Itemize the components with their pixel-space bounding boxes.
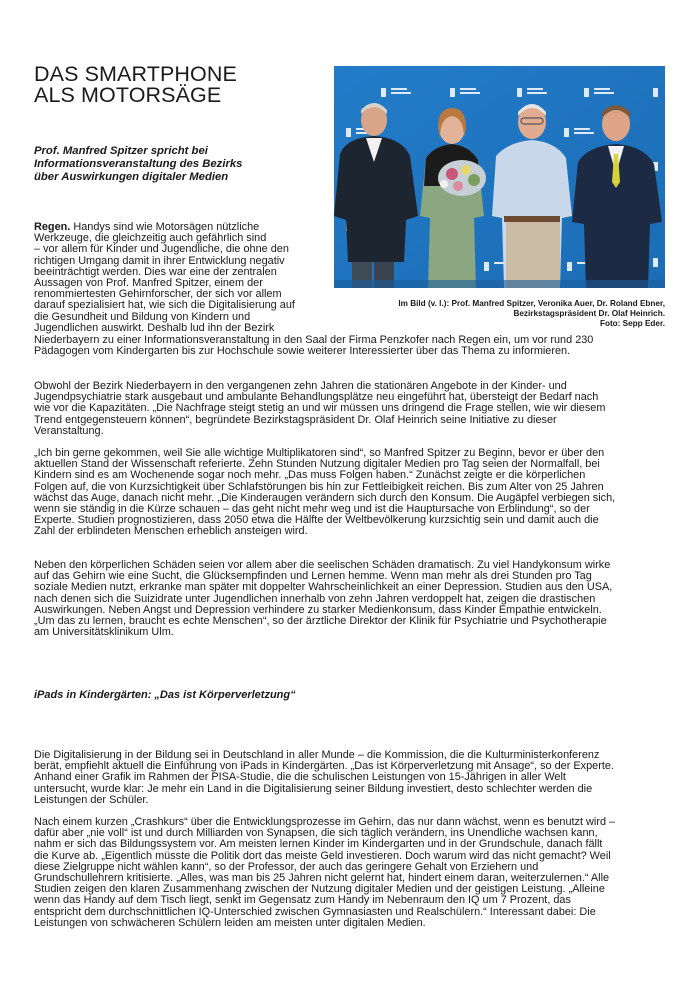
body-line: Leistungen von schwächeren Schülern leiden am meisten unter digitalen Medien. <box>34 916 426 929</box>
section-subheading: iPads in Kindergärten: „Das ist Körperverletzung“ <box>34 689 296 701</box>
intro-line: Aussagen von Prof. Manfred Spitzer, einem der <box>34 276 263 289</box>
body-line: am Universitätsklinikum Ulm. <box>34 626 174 639</box>
body-line: Kindern sind es am Wochenende sogar noch mehr. „Das muss Folgen haben.“ Zunächst zeigte er die körperlichen <box>34 469 586 482</box>
body-line: nach denen sich die Suizidrate unter Jugendlichen innerhalb von zehn Jahren verdoppelt hat, zeigen die drastischen <box>34 592 596 605</box>
body-line: Grundschullehrern kritisierte. „Alles, was man bis 25 Jahren nicht gelernt hat, hindert einem daran, weiterzulernen.“ Alle <box>34 871 610 884</box>
paragraph-5 <box>34 749 666 805</box>
subtitle-line: über Auswirkungen digitaler Medien <box>34 171 229 183</box>
body-line: Neben den körperlichen Schäden seien vor allem aber die seelischen Schäden dramatisch. Zu viel Handykonsum wirke <box>34 559 611 571</box>
intro-line: Werkzeuge, die gleichzeitig auch gefährlich sind <box>34 232 267 245</box>
body-line: auf das Gehirn wie eine Sucht, die Glücksempfinden und Lernen hemme. Wenn man mehr als drei Stunden pro Tag <box>34 570 592 583</box>
article-title <box>34 64 324 106</box>
intro-line: beeinträchtigt werden. Dies war eine der zentralen <box>34 265 277 278</box>
paragraph-2 <box>34 380 666 436</box>
body-line: entspricht dem durchschnittlichen IQ-Unterschied zwischen Gymnasiasten und Realschülern.“ Interessant dabei: Die <box>34 905 596 918</box>
subtitle-line: Informationsveranstaltung des Bezirks <box>34 158 243 170</box>
body-line: Folgen auf, die von Kurzsichtigkeit über Schlafstörungen bis hin zur Fettleibigkeit reichen. Bis zum Alter von 25 Jahren <box>34 480 604 493</box>
body-line: Leistungen der Schüler. <box>34 793 149 806</box>
body-line: Obwohl der Bezirk Niederbayern in den vergangenen zehn Jahren die stationären Angebote in der Kinder- und <box>34 380 567 392</box>
title-line: DAS SMARTPHONE <box>34 62 237 86</box>
paragraph-4 <box>34 559 666 637</box>
body-line: Experte. Studien prognostizieren, dass 2050 etwa die Hälfte der Weltbevölkerung kurzsichtig sein und damit auch die <box>34 514 599 527</box>
paragraph-6 <box>34 816 666 928</box>
body-line: Pädagogen vom Kindergarten bis zur Hochschule sowie weiterer Interessierter über das Thema zu informieren. <box>34 345 571 358</box>
body-line: Niederbayern zu einer Informationsveranstaltung in den Saal der Firma Penzkofer nach Regen ein, um vor rund 230 <box>34 334 594 346</box>
caption-line: Bezirkstagspräsident Dr. Olaf Heinrich. <box>513 309 665 318</box>
paragraph-1 <box>34 334 666 356</box>
body-line: Nach einem kurzen „Crashkurs“ über die Entwicklungsprozesse im Gehirn, das nur dann wächst, wenn es benutzt wird – <box>34 816 616 828</box>
caption-line: Foto: Sepp Eder. <box>599 319 665 328</box>
body-line: Zahl der erblindeten Menschen erheblich ansteigen wird. <box>34 525 308 538</box>
body-line: „Ich bin gerne gekommen, weil Sie alle wichtige Multiplikatoren sind“, so Manfred Spitzer zu Beginn, bevor er über den <box>34 447 605 459</box>
intro-line: renommiertesten Gehirnforscher, der sich vor allem <box>34 288 282 301</box>
intro-line: Jugendlichen auswirkt. Deshalb lud ihn der Bezirk <box>34 321 275 334</box>
body-line: wenn sie ständig in die Kürze schauen – das geht nicht mehr weg und ist die Hauptursache von Erblindung“, so der <box>34 502 590 515</box>
body-line: wächst das Auge, danach nicht mehr. „Die Kinderaugen verändern sich durch den Konsum. Die Augäpfel verbiegen sich, <box>34 491 616 504</box>
body-line: wenn das Handy auf dem Tisch liegt, senkt im Gegensatz zum Handy im Nebenraum den IQ um 7 Prozent, das <box>34 894 571 907</box>
body-line: soziale Medien nutzt, erkranke man später mit doppelter Wahrscheinlichkeit an einer Depression. Studien aus den USA, <box>34 581 613 594</box>
dateline: Regen. <box>34 221 71 233</box>
intro-line: Handys sind wie Motorsägen nützliche <box>70 221 260 233</box>
body-line: nahm er sich das Bildungssystem vor. Am meisten lernen Kinder im Kindergarten und in der Grundschule, danach fällt <box>34 838 603 851</box>
body-line: „Um das zu lernen, braucht es echte Menschen“, so der ärztliche Direktor der Klinik für Psychiatrie und Psychotherapie <box>34 614 607 627</box>
body-line: aktuellen Stand der Wissenschaft referierte. Zehn Stunden Nutzung digitaler Medien pro Tag seien der Normalfall, bei <box>34 458 600 471</box>
body-line: Jugendpsychiatrie stark ausgebaut und ambulante Behandlungsplätze neu eingeführt hat, übersteigt der Bedarf nach <box>34 391 599 404</box>
caption-line: Im Bild (v. l.): Prof. Manfred Spitzer, Veronika Auer, Dr. Roland Ebner, <box>398 299 665 308</box>
body-line: diese Zielgruppe nicht wählen kann“, so der Professor, der auch das geringere Gehalt von Erziehern und <box>34 860 539 873</box>
body-line: Anhand einer Grafik im Rahmen der PISA-Studie, die die schulischen Leistungen von 15-Jährigen in aller Welt <box>34 771 566 784</box>
intro-line: – vor allem für Kinder und Jugendliche, die ohne den <box>34 243 289 256</box>
article-photo <box>334 66 665 288</box>
body-line: wie vor die Kapazitäten. „Die Nachfrage steigt stetig an und wir müssen uns dringend die Frage stellen, wie wir diesem <box>34 402 606 415</box>
intro-line: die Gesundheit und Bildung von Kindern und <box>34 310 251 323</box>
body-line: Studien zeigen den klaren Zusammenhang zwischen der Nutzung digitaler Medien und der geistigen Leistung. „Alleine <box>34 883 605 896</box>
body-line: untersucht, wurde klar: Je mehr ein Land in die Digitalisierung seiner Bildung investiert, desto schlechter werden die <box>34 782 593 795</box>
intro-line: richtigen Umgang damit in ihrer Entwicklung negativ <box>34 254 285 267</box>
paragraph-3 <box>34 447 666 537</box>
intro-line: darauf spezialisiert hat, wie sich die Digitalisierung auf <box>34 299 295 312</box>
body-line: Trend entgegensteuern können“, begründete Bezirkstagspräsident Dr. Olaf Heinrich seine Initiative zu dieser <box>34 413 557 426</box>
article-subtitle <box>34 145 324 184</box>
subtitle-line: Prof. Manfred Spitzer spricht bei <box>34 145 208 157</box>
body-line: dafür aber „nie voll“ ist und durch Milliarden von Synapsen, die sich täglich verändern, ins Unendliche wachsen kann, <box>34 827 598 840</box>
body-line: berät, empfiehlt aktuell die Einführung von iPads in Kindergärten. „Das ist Körperverletzung mit Ansage“, so der Experte. <box>34 760 614 773</box>
body-line: Die Digitalisierung in der Bildung sei in Deutschland in aller Munde – die Kommission, die die Kulturministerkonferenz <box>34 749 600 761</box>
body-line: die Kurve ab. „Eigentlich müsste die Politik dort das meiste Geld investieren. Doch warum wird das nicht gemacht? Weil <box>34 849 611 862</box>
title-line: ALS MOTORSÄGE <box>34 83 222 107</box>
body-line: Auswirkungen. Neben Angst und Depression verhindere zu starker Medienkonsum, dass Kinder Empathie entwickeln. <box>34 603 602 616</box>
body-line: Veranstaltung. <box>34 424 104 437</box>
intro-paragraph <box>34 222 334 334</box>
photo-illustration <box>334 66 665 288</box>
photo-caption <box>334 299 665 329</box>
